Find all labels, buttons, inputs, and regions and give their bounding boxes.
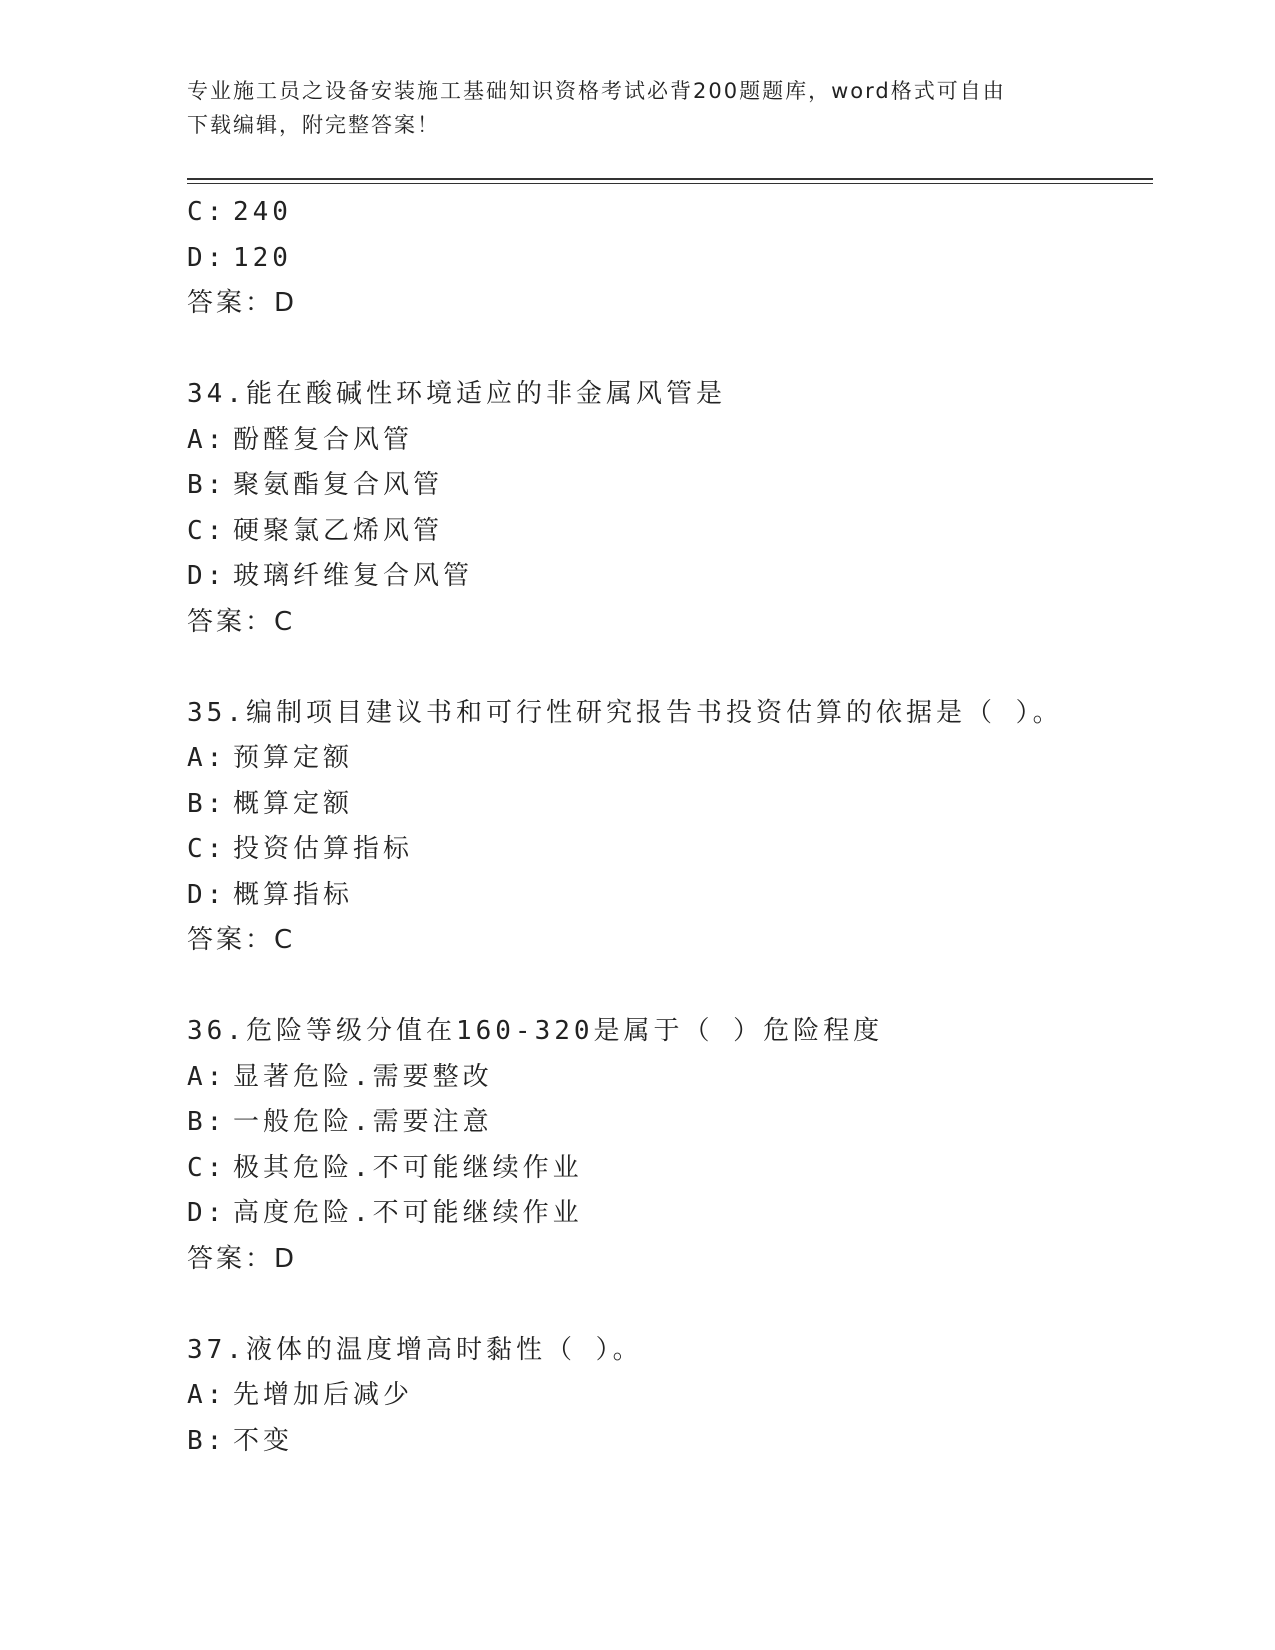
option-text: 先增加后减少	[233, 1380, 414, 1410]
option-label: D:	[187, 1198, 227, 1228]
answer: 答案：D	[187, 288, 298, 318]
answer: 答案：D	[187, 1243, 298, 1274]
option-c	[187, 190, 1153, 236]
option-label: A:	[187, 1380, 227, 1410]
option-label: B:	[187, 470, 227, 500]
option-label: C:	[187, 1152, 227, 1183]
header-rule-thin	[187, 183, 1153, 184]
answer: 答案：C	[187, 606, 296, 637]
option-a	[187, 1055, 1153, 1101]
option-b	[187, 1419, 1153, 1465]
answer: 答案：C	[187, 925, 296, 955]
question-stem: 35.编制项目建议书和可行性研究报告书投资估算的依据是（ ）。	[187, 697, 1063, 728]
option-c	[187, 1146, 1153, 1192]
option-a	[187, 736, 1153, 782]
option-text: 概算指标	[233, 879, 354, 910]
option-label: D:	[187, 561, 227, 591]
spacer	[187, 327, 1153, 373]
document-header	[187, 74, 1067, 142]
option-text: 聚氨酯复合风管	[233, 470, 444, 500]
option-label: B:	[187, 788, 227, 819]
option-label: C:	[187, 515, 227, 546]
option-b	[187, 463, 1153, 509]
question-stem: 37.液体的温度增高时黏性（ ）。	[187, 1334, 643, 1365]
option-text: 不变	[233, 1425, 294, 1456]
question-37	[187, 1328, 1153, 1465]
option-c	[187, 509, 1153, 555]
option-text: 高度危险.不可能继续作业	[233, 1198, 583, 1228]
option-label: D:	[187, 242, 227, 273]
option-text: 预算定额	[233, 743, 354, 773]
option-text: 一般危险.需要注意	[233, 1107, 493, 1137]
option-c	[187, 827, 1153, 873]
option-a	[187, 418, 1153, 464]
question-36	[187, 1009, 1153, 1282]
option-label: B:	[187, 1425, 227, 1456]
spacer	[187, 964, 1153, 1010]
question-33-tail	[187, 190, 1153, 327]
option-text: 240	[233, 197, 292, 227]
option-b	[187, 782, 1153, 828]
option-label: C:	[187, 834, 227, 864]
option-d	[187, 554, 1153, 600]
option-d	[187, 236, 1153, 282]
header-rule-thick	[187, 178, 1153, 180]
option-text: 概算定额	[233, 788, 354, 819]
question-stem: 34.能在酸碱性环境适应的非金属风管是	[187, 379, 726, 409]
option-b	[187, 1100, 1153, 1146]
option-label: C:	[187, 197, 227, 227]
question-35	[187, 691, 1153, 964]
option-text: 硬聚氯乙烯风管	[233, 515, 444, 546]
question-list	[187, 190, 1153, 1464]
option-text: 极其危险.不可能继续作业	[233, 1152, 583, 1183]
header-line-1: 专业施工员之设备安装施工基础知识资格考试必背200题题库，word格式可自由	[187, 79, 1006, 103]
option-label: A:	[187, 1061, 227, 1092]
option-text: 玻璃纤维复合风管	[233, 561, 474, 591]
option-text: 酚醛复合风管	[233, 424, 414, 455]
spacer	[187, 645, 1153, 691]
header-line-2: 下载编辑，附完整答案！	[187, 113, 440, 137]
option-text: 显著危险.需要整改	[233, 1061, 493, 1092]
option-text: 投资估算指标	[233, 834, 414, 864]
option-d	[187, 873, 1153, 919]
option-a	[187, 1373, 1153, 1419]
option-label: B:	[187, 1107, 227, 1137]
option-label: A:	[187, 743, 227, 773]
option-d	[187, 1191, 1153, 1237]
question-34	[187, 372, 1153, 645]
spacer	[187, 1282, 1153, 1328]
question-stem: 36.危险等级分值在160-320是属于（ ）危险程度	[187, 1016, 884, 1046]
option-text: 120	[233, 242, 292, 273]
option-label: D:	[187, 879, 227, 910]
option-label: A:	[187, 424, 227, 455]
